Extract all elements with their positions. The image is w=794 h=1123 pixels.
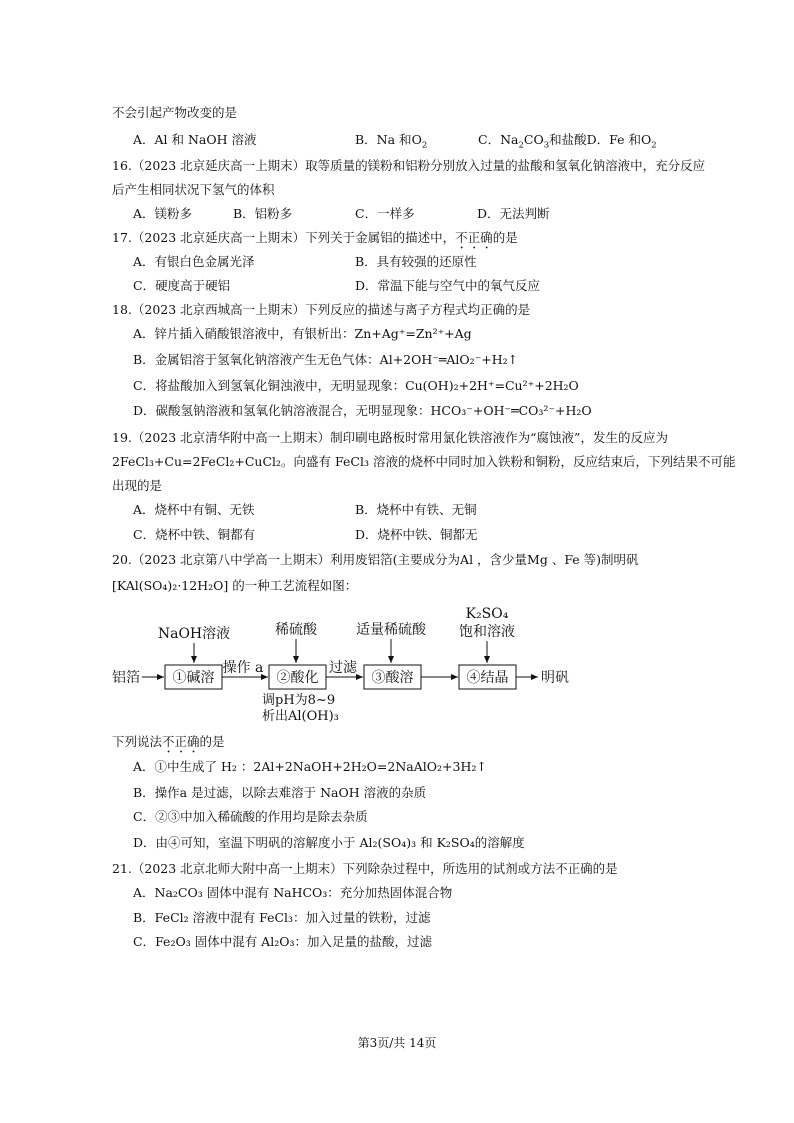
q20-question-emphasis: 不正确 [162, 734, 200, 749]
flow-note-ph: 调pH为8~9 [262, 693, 336, 708]
q21-stem: 21.（2023 北京北师大附中高一上期末）下列除杂过程中，所选用的试剂或方法不正确的是 [112, 861, 618, 876]
q20-question [112, 733, 225, 756]
q18-stem: 18.（2023 北京西城高一上期末）下列反应的描述与离子方程式均正确的是 [112, 302, 531, 317]
q15-option-c-text: C．Na [478, 132, 519, 147]
process-flow-diagram [112, 604, 612, 724]
q18-option-b[interactable]: B．金属铝溶于氢氧化钠溶液产生无色气体：Al+2OH⁻═AlO₂⁻+H₂↑ [133, 352, 519, 367]
q20-option-c[interactable]: C．②③中加入稀硫酸的作用均是除去杂质 [133, 809, 368, 824]
q15-option-c-sub1: 2 [518, 140, 524, 151]
q16-option-a[interactable]: A．镁粉多 [133, 206, 193, 221]
q17-stem-end: 的是 [492, 230, 518, 245]
continued-question-stem: 不会引起产物改变的是 [112, 105, 238, 120]
q19-option-d[interactable]: D．烧杯中铁、铜都无 [355, 527, 478, 542]
flow-filter-label: 过滤 [329, 660, 357, 676]
q17-option-d[interactable]: D．常温下能与空气中的氧气反应 [355, 278, 541, 293]
flow-reagent-k2so4: K₂SO₄ [465, 606, 509, 622]
q17-stem-emphasis: 不正确 [455, 230, 493, 245]
q16-option-d[interactable]: D．无法判断 [477, 206, 550, 221]
q20-question-end: 的是 [199, 734, 225, 749]
q18-option-d[interactable]: D．碳酸氢钠溶液和氢氧化钠溶液混合，无明显现象：HCO₃⁻+OH⁻═CO₃²⁻+H₂O [133, 403, 592, 418]
q20-question-text: 下列说法 [112, 734, 163, 749]
q20-stem-line2: [KAl(SO₄)₂·12H₂O] 的一种工艺流程如图： [112, 578, 358, 593]
q16-option-b[interactable]: B．铝粉多 [233, 206, 293, 221]
flow-op-a-label: 操作 a [222, 660, 264, 676]
flow-reagent-saturated: 饱和溶液 [459, 624, 515, 640]
q15-option-d-formula: O [641, 132, 652, 147]
q19-option-b[interactable]: B．烧杯中有铁、无铜 [355, 502, 477, 517]
flow-step3-label: ③酸溶 [371, 670, 414, 686]
q19-option-a[interactable]: A．烧杯中有铜、无铁 [133, 502, 255, 517]
q15-option-c-sub2: 3 [543, 140, 550, 151]
q18-option-c[interactable]: C．将盐酸加入到氢氧化铜浊液中，无明显现象：Cu(OH)₂+2H⁺=Cu²⁺+2H₂O [133, 378, 579, 393]
flow-reagent-moderate-acid: 适量稀硫酸 [356, 622, 426, 638]
page-number-footer: 第3页/共 14页 [357, 1036, 437, 1050]
q16-stem-line1: 16.（2023 北京延庆高一上期末）取等质量的镁粉和铝粉分别放入过量的盐酸和氢氧化钠溶液中，充分反应 [112, 158, 706, 173]
q15-option-d-text: 和盐酸D．Fe 和 [549, 132, 642, 147]
q17-option-a[interactable]: A．有银白色金属光泽 [133, 254, 255, 269]
flow-end-label: 明矾 [541, 670, 569, 686]
flow-step1-label: ①碱溶 [172, 670, 215, 686]
q15-option-c-formula: CO [523, 132, 544, 147]
q19-stem-line2: 2FeCl₃+Cu=2FeCl₂+CuCl₂。向盛有 FeCl₃ 溶液的烧杯中同时加入铁粉和铜粉，反应结束后，下列结果不可能 [112, 454, 736, 469]
q17-stem [112, 229, 518, 252]
flow-note-precipitate: 析出Al(OH)₃ [262, 709, 339, 724]
q21-option-c[interactable]: C．Fe₂O₃ 固体中混有 Al₂O₃：加入足量的盐酸，过滤 [133, 934, 432, 949]
q15-option-b-text: B．Na 和 [355, 132, 412, 147]
q20-stem-line1: 20.（2023 北京第八中学高一上期末）利用废铝箔(主要成分为Al ，含少量Mg 、Fe 等)制明矾 [112, 552, 639, 567]
q16-stem-line2: 后产生相同状况下氢气的体积 [112, 182, 275, 197]
q16-option-c[interactable]: C．一样多 [355, 206, 415, 221]
q20-option-d[interactable]: D．由④可知，室温下明矾的溶解度小于 Al₂(SO₄)₃ 和 K₂SO₄的溶解度 [133, 835, 525, 850]
q21-option-b[interactable]: B．FeCl₂ 溶液中混有 FeCl₃：加入过量的铁粉，过滤 [133, 910, 431, 925]
q19-option-c[interactable]: C．烧杯中铁、铜都有 [133, 527, 256, 542]
q15-option-b-formula: O [411, 132, 422, 147]
q15-option-d-sub: 2 [651, 140, 657, 151]
flow-reagent-dilute-acid: 稀硫酸 [275, 622, 317, 638]
q17-stem-text: 17.（2023 北京延庆高一上期末）下列关于金属铝的描述中， [112, 230, 456, 245]
flow-reagent-naoh: NaOH溶液 [157, 626, 231, 642]
flow-start-label: 铝箔 [112, 670, 140, 686]
q18-option-a[interactable]: A．锌片插入硝酸银溶液中，有银析出：Zn+Ag⁺=Zn²⁺+Ag [133, 326, 472, 341]
q19-stem-line3: 出现的是 [112, 478, 163, 493]
q15-option-a[interactable]: A．Al 和 NaOH 溶液 [133, 132, 257, 147]
q20-option-a[interactable]: A．①中生成了 H₂ ：2Al+2NaOH+2H₂O=2NaAlO₂+3H₂↑ [133, 759, 487, 774]
q15-option-b[interactable] [355, 131, 427, 149]
q15-option-b-sub: 2 [421, 140, 428, 151]
q19-stem-line1: 19.（2023 北京清华附中高一上期末）制印刷电路板时常用氯化铁溶液作为“腐蚀液”，发生的反应为 [112, 430, 668, 445]
q17-option-b[interactable]: B．具有较强的还原性 [355, 254, 477, 269]
flow-step2-label: ②酸化 [276, 670, 319, 686]
q15-option-c-d[interactable] [478, 131, 657, 149]
q21-option-a[interactable]: A．Na₂CO₃ 固体中混有 NaHCO₃：充分加热固体混合物 [133, 885, 453, 900]
q17-option-c[interactable]: C．硬度高于硬铝 [133, 278, 231, 293]
flow-step4-label: ④结晶 [466, 670, 509, 686]
q20-option-b[interactable]: B．操作a 是过滤，以除去难溶于 NaOH 溶液的杂质 [133, 785, 427, 800]
